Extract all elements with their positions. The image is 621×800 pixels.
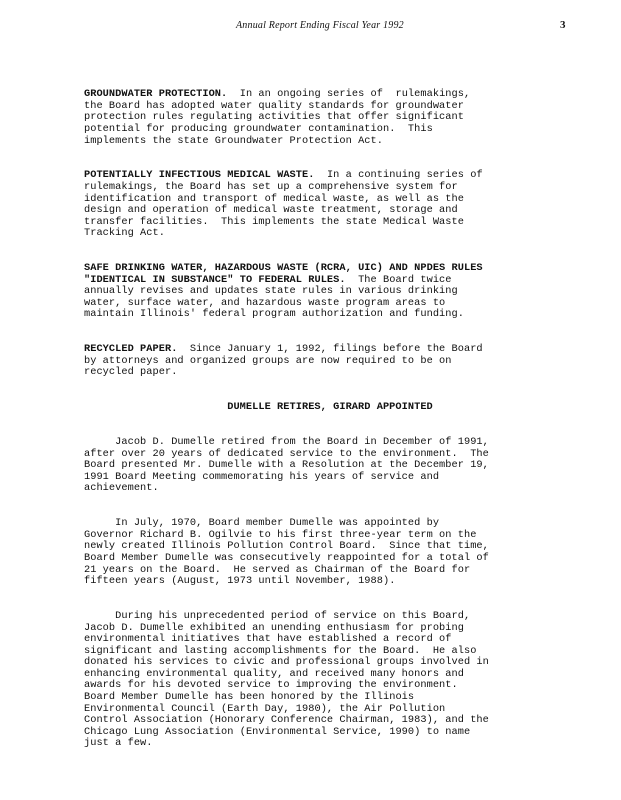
section-safe-drinking-water: [84, 263, 576, 321]
section-line: transfer facilities. This implements the state Medical Waste: [84, 215, 464, 228]
article-paragraph: Jacob D. Dumelle retired from the Board in December of 1991, after over 20 years of dedicated service to the environment. The Board presented Mr. Dumelle with a Resolution at the December 19, 1991 Board Meeting commemorating his years of service and achievement.: [84, 436, 489, 495]
article-title-wrap: [84, 402, 576, 414]
section-line: water, surface water, and hazardous waste program areas to: [84, 296, 446, 309]
section-line: The Board twice: [345, 273, 452, 286]
section-line: annually revises and updates state rules in various drinking: [84, 285, 458, 298]
page-number: 3: [560, 19, 566, 31]
section-heading: POTENTIALLY INFECTIOUS MEDICAL WASTE.: [84, 169, 315, 182]
section-line: design and operation of medical waste treatment, storage and: [84, 204, 458, 217]
article-title: DUMELLE RETIRES, GIRARD APPOINTED: [227, 401, 433, 414]
article-paragraph: During his unprecedented period of service on this Board, Jacob D. Dumelle exhibited an unending enthusiasm for probing environmental initiatives that have established a record of significant and lasting accomplishments for the Board. He also donated his services to civic and professional groups involved in enhancing environmental quality, and received many honors and awards for his devoted service to improving the environment. Board Member Dumelle has been honored by the Illinois Environmental Council (Earth Day, 1980), the Air Pollution Control Association (Honorary Conference Chairman, 1983), and the Chicago Lung Association (Environmental Service, 1990) to name just a few.: [84, 609, 489, 750]
section-line: rulemakings, the Board has set up a comprehensive system for: [84, 180, 458, 193]
section-line: the Board has adopted water quality standards for groundwater: [84, 99, 464, 112]
section-line: recycled paper.: [84, 366, 178, 379]
section-heading: RECYCLED PAPER.: [84, 343, 178, 356]
section-line: identification and transport of medical waste, as well as the: [84, 192, 464, 205]
section-line: protection rules regulating activities that offer significant: [84, 111, 464, 124]
article-paragraph: In July, 1970, Board member Dumelle was appointed by Governor Richard B. Ogilvie to his first three-year term on the newly created Illinois Pollution Control Board. Since that time, Board Member Dumelle was consecutively reappointed for a total of 21 years on the Board. He served as Chairman of the Board for fifteen years (August, 1973 until November, 1988).: [84, 517, 489, 588]
running-head: Annual Report Ending Fiscal Year 1992: [236, 20, 404, 31]
section-line: by attorneys and organized groups are now required to be on: [84, 354, 452, 367]
section-medical-waste: [84, 170, 576, 240]
section-heading: SAFE DRINKING WATER, HAZARDOUS WASTE (RCRA, UIC) AND NPDES RULES "IDENTICAL IN SUBSTANCE" TO FEDERAL RULES.: [84, 262, 483, 286]
section-line: potential for producing groundwater contamination. This: [84, 122, 433, 135]
section-line: implements the state Groundwater Protection Act.: [84, 134, 383, 147]
section-line: maintain Illinois' federal program authorization and funding.: [84, 308, 464, 321]
section-line: In an ongoing series of rulemakings,: [227, 88, 471, 101]
section-recycled-paper: [84, 344, 576, 379]
section-line: In a continuing series of: [314, 169, 483, 182]
section-line: Since January 1, 1992, filings before the Board: [177, 343, 483, 356]
section-groundwater: [84, 89, 576, 147]
document-body: [84, 66, 576, 785]
section-heading: GROUNDWATER PROTECTION.: [84, 88, 228, 101]
section-line: Tracking Act.: [84, 227, 165, 240]
